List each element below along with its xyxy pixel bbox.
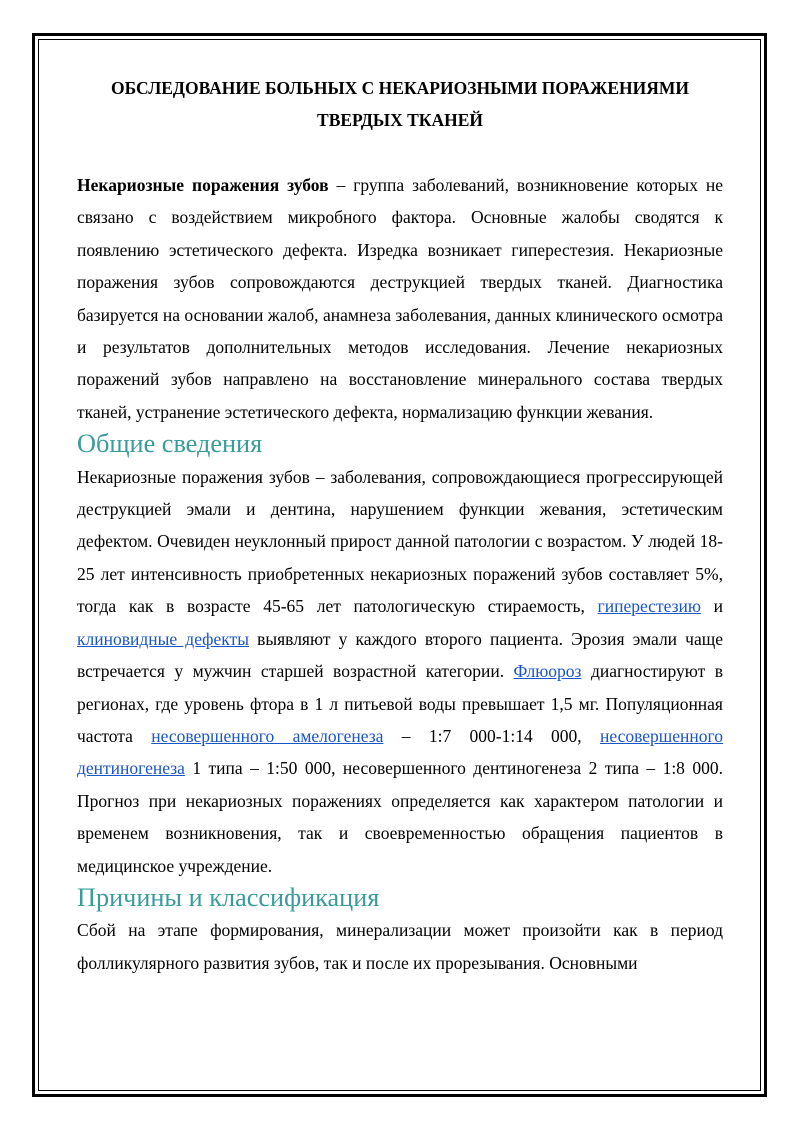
section-heading-general: Общие сведения — [77, 429, 263, 459]
text-segment: диагностируют в регионах, где уровень фтора в 1 л питьевой воды превышает 1,5 мг. Популяционная частота — [77, 661, 723, 746]
document-body — [77, 72, 723, 979]
link-dentinogenesis-imperfecta[interactable]: несовершенного дентиногенеза — [77, 725, 724, 779]
section-heading-causes: Причины и классификация — [77, 882, 380, 912]
text-segment: 1 типа – 1:50 000, несовершенного дентиногенеза 2 типа – 1:8 000. Прогноз при некариозных поражениях определяется как характером патологии и временем возникновения, так и своевременностью обращения пациентов в медицинское учреждение. — [77, 758, 723, 876]
intro-text: – группа заболеваний, возникновение которых не связано с воздействием микробного фактора. Основные жалобы сводятся к появлению эстетического дефекта. Изредка возникает гиперестезия. Некариозные поражения зубов сопровождаются деструкцией твердых тканей. Диагностика базируется на основании жалоб, анамнеза заболевания, данных клинического осмотра и результатов дополнительных методов исследования. Лечение некариозных поражений зубов направлено на восстановление минерального состава твердых тканей, устранение эстетического дефекта, нормализацию функции жевания. — [77, 175, 724, 422]
title-line-1: ОБСЛЕДОВАНИЕ БОЛЬНЫХ С НЕКАРИОЗНЫМИ ПОРАЖЕНИЯМИ — [110, 78, 690, 98]
document-title — [77, 72, 723, 136]
link-fluorosis[interactable]: Флюороз — [513, 661, 582, 682]
text-segment: Некариозные поражения зубов – заболевания, сопровождающиеся прогрессирующей деструкцией эмали и дентина, нарушением функции жевания, эстетическим дефектом. Очевиден неуклонный прирост данной патологии с возрастом. У людей 18-25 лет интенсивность приобретенных некариозных поражений зубов составляет 5%, тогда как в возрасте 45-65 лет патологическую стираемость, — [77, 466, 723, 617]
causes-paragraph: Сбой на этапе формирования, минерализации может произойти как в период фолликулярного развития зубов, так и после их прорезывания. Основными — [77, 920, 723, 973]
link-hyperesthesia[interactable]: гиперестезию — [597, 596, 701, 617]
text-segment: – 1:7 000-1:14 000, — [383, 725, 601, 746]
general-info-paragraph — [77, 461, 723, 882]
link-amelogenesis-imperfecta[interactable]: несовершенного амелогенеза — [151, 725, 384, 746]
text-segment: и — [700, 596, 723, 617]
title-line-2: ТВЕРДЫХ ТКАНЕЙ — [317, 110, 483, 130]
intro-term: Некариозные поражения зубов — [77, 175, 329, 195]
text-segment: выявляют у каждого второго пациента. Эрозия эмали чаще встречается у мужчин старшей возрастной категории. — [77, 628, 723, 682]
link-wedge-defects[interactable]: клиновидные дефекты — [77, 628, 249, 649]
intro-paragraph — [77, 169, 723, 428]
